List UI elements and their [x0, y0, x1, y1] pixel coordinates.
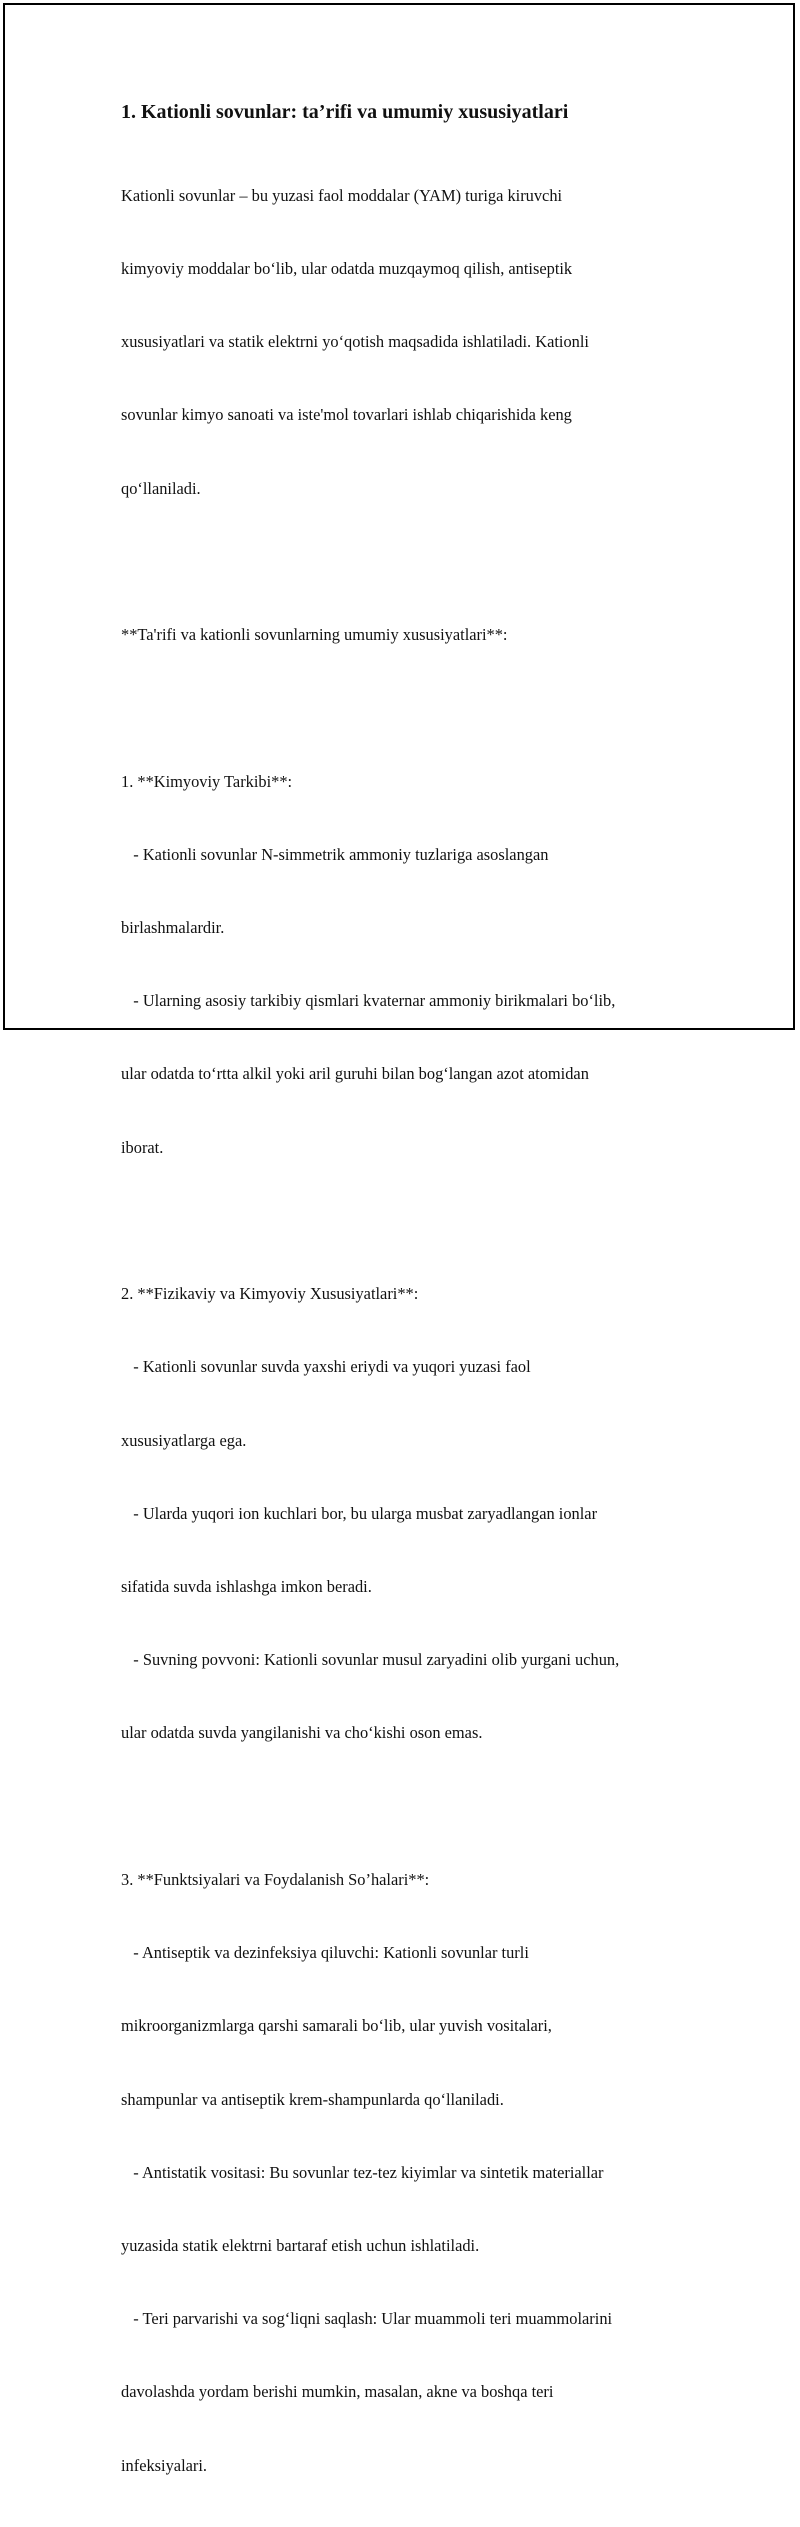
text-line: - Ularda yuqori ion kuchlari bor, bu ularga musbat zaryadlangan ionlar	[121, 1503, 598, 1523]
text-line: ular odatda to‘rtta alkil yoki aril guruhi bilan bog‘langan azot atomidan	[121, 1064, 589, 1084]
text-line: **Ta'rifi va kationli sovunlarning umumiy xususiyatlari**:	[121, 625, 508, 645]
body-text	[121, 135, 693, 2527]
blank-line	[121, 1795, 693, 1819]
text-line: davolashda yordam berishi mumkin, masalan, akne va boshqa teri	[121, 2382, 554, 2402]
text-line: - Antistatik vositasi: Bu sovunlar tez-tez kiyimlar va sintetik materiallar	[121, 2162, 604, 2182]
text-line: - Suvning povvoni: Kationli sovunlar musul zaryadini olib yurgani uchun,	[121, 1650, 620, 1670]
text-line: mikroorganizmlarga qarshi samarali bo‘lib, ular yuvish vositalari,	[121, 2016, 552, 2036]
text-line: xususiyatlarga ega.	[121, 1430, 247, 1450]
list-heading: 2. **Fizikaviy va Kimyoviy Xususiyatlari**:	[121, 1284, 419, 1304]
blank-line	[121, 1209, 693, 1233]
text-line: ular odatda suvda yangilanishi va cho‘kishi oson emas.	[121, 1723, 483, 1743]
text-line: sifatida suvda ishlashga imkon beradi.	[121, 1576, 372, 1596]
text-line: - Ularning asosiy tarkibiy qismlari kvaternar ammoniy birikmalari bo‘lib,	[121, 991, 616, 1011]
text-line: birlashmalardir.	[121, 918, 225, 937]
blank-line	[121, 550, 693, 574]
list-heading: 1. **Kimyoviy Tarkibi**:	[121, 771, 293, 791]
text-line: - Antiseptik va dezinfeksiya qiluvchi: Kationli sovunlar turli	[121, 1943, 529, 1963]
text-line: xususiyatlari va statik elektrni yo‘qotish maqsadida ishlatiladi. Kationli	[121, 332, 589, 352]
blank-line	[121, 696, 693, 720]
text-line: shampunlar va antiseptik krem-shampunlarda qo‘llaniladi.	[121, 2089, 504, 2109]
text-line: Kationli sovunlar – bu yuzasi faol moddalar (YAM) turiga kiruvchi	[121, 185, 563, 205]
list-heading: 3. **Funktsiyalari va Foydalanish So’halari**:	[121, 1869, 430, 1889]
text-line: yuzasida statik elektrni bartaraf etish uchun ishlatiladi.	[121, 2235, 480, 2255]
text-line: kimyoviy moddalar bo‘lib, ular odatda muzqaymoq qilish, antiseptik	[121, 259, 573, 279]
text-line: - Kationli sovunlar suvda yaxshi eriydi va yuqori yuzasi faol	[121, 1357, 531, 1377]
section-heading: 1. Kationli sovunlar: ta’rifi va umumiy xususiyatlari	[121, 101, 569, 123]
text-line: iborat.	[121, 1137, 164, 1157]
text-line: - Kationli sovunlar N-simmetrik ammoniy tuzlariga asoslangan	[121, 844, 549, 864]
text-line: qo‘llaniladi.	[121, 478, 201, 498]
text-line: sovunlar kimyo sanoati va iste'mol tovarlari ishlab chiqarishida keng	[121, 405, 572, 425]
document-body	[121, 97, 693, 2527]
page-frame	[3, 3, 795, 2475]
text-line: - Teri parvarishi va sog‘liqni saqlash: Ular muammoli teri muammolarini	[121, 2309, 613, 2329]
text-line: infeksiyalari.	[121, 2455, 208, 2475]
